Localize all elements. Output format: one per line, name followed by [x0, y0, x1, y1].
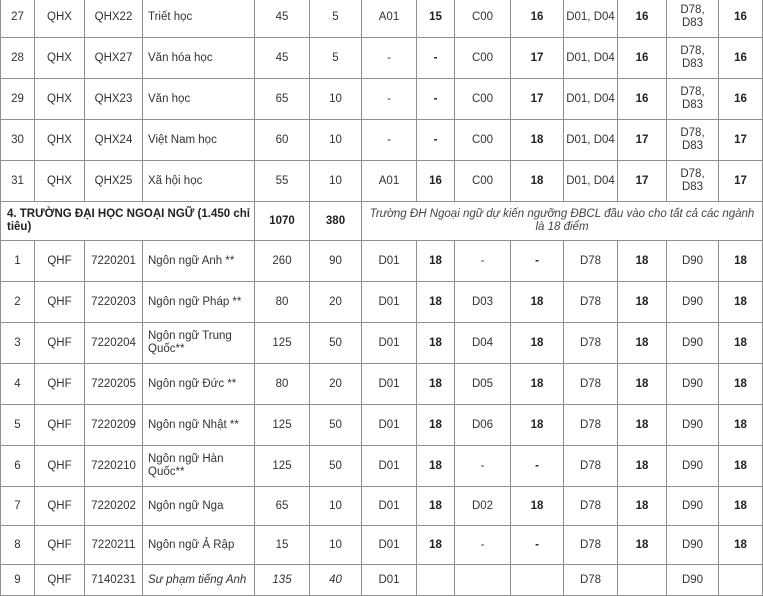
table-row: [1, 38, 763, 79]
cell-s2: 18: [511, 487, 564, 526]
cell-s2: 18: [511, 120, 564, 161]
cell-s4: 18: [719, 446, 763, 487]
cell-id: 7220201: [85, 241, 143, 282]
cell-name: Văn hóa học: [143, 38, 255, 79]
cell-s3: 18: [618, 241, 667, 282]
cell-name: Triết học: [143, 0, 255, 38]
cell-ct: 65: [255, 79, 310, 120]
cell-name: Ngôn ngữ Hàn Quốc**: [143, 446, 255, 487]
section-row: [1, 202, 763, 241]
cell-g3: D78: [564, 526, 618, 565]
cell-ct: 15: [255, 526, 310, 565]
cell-g3: D01, D04: [564, 120, 618, 161]
cell-name: Ngôn ngữ Nga: [143, 487, 255, 526]
cell-ct: 260: [255, 241, 310, 282]
cell-g1: -: [362, 120, 417, 161]
cell-ct2: 10: [310, 526, 362, 565]
cell-g3: D78: [564, 446, 618, 487]
cell-id: 7220205: [85, 364, 143, 405]
cell-ct2: 5: [310, 0, 362, 38]
cell-name: Văn học: [143, 79, 255, 120]
cell-id: 7220204: [85, 323, 143, 364]
cell-stt: 29: [1, 79, 35, 120]
cell-g3: D78: [564, 282, 618, 323]
cell-g2: -: [455, 241, 511, 282]
cell-g1: -: [362, 79, 417, 120]
cell-ct2: 50: [310, 446, 362, 487]
cell-g3: D01, D04: [564, 0, 618, 38]
cell-ct2: 20: [310, 282, 362, 323]
cell-s3: 18: [618, 526, 667, 565]
cell-g2: D03: [455, 282, 511, 323]
section-title: 4. TRƯỜNG ĐẠI HỌC NGOẠI NGỮ (1.450 chỉ tiêu): [1, 202, 255, 241]
cell-name: Ngôn ngữ Anh **: [143, 241, 255, 282]
cell-code: QHX: [35, 120, 85, 161]
cell-ct2: 10: [310, 79, 362, 120]
cell-s4: 18: [719, 323, 763, 364]
cell-s1: -: [417, 120, 455, 161]
cell-s3: 18: [618, 364, 667, 405]
cell-name: Ngôn ngữ Đức **: [143, 364, 255, 405]
cell-code: QHX: [35, 161, 85, 202]
cell-stt: 27: [1, 0, 35, 38]
table-row: [1, 120, 763, 161]
cell-g2: -: [455, 446, 511, 487]
cell-s1: 15: [417, 0, 455, 38]
cell-name: Xã hội học: [143, 161, 255, 202]
cell-g3: D01, D04: [564, 161, 618, 202]
cell-g1: D01: [362, 487, 417, 526]
table-row: [1, 161, 763, 202]
table-row: [1, 282, 763, 323]
cell-g4: D90: [667, 487, 719, 526]
cell-stt: 8: [1, 526, 35, 565]
cell-g1: D01: [362, 446, 417, 487]
cell-s4: 17: [719, 161, 763, 202]
cell-g1: D01: [362, 364, 417, 405]
table-row: [1, 565, 763, 596]
cell-s1: 16: [417, 161, 455, 202]
cell-s3: 18: [618, 487, 667, 526]
cell-g4: D78, D83: [667, 79, 719, 120]
cell-s2: 18: [511, 323, 564, 364]
cell-ct2: 10: [310, 120, 362, 161]
cell-ct: 125: [255, 323, 310, 364]
cell-s2: -: [511, 446, 564, 487]
cell-g2: [455, 565, 511, 596]
cell-ct2: 20: [310, 364, 362, 405]
cell-ct: 45: [255, 0, 310, 38]
cell-s4: 17: [719, 120, 763, 161]
cell-s3: 18: [618, 282, 667, 323]
cell-code: QHF: [35, 282, 85, 323]
cell-s3: 17: [618, 161, 667, 202]
cell-s1: 18: [417, 364, 455, 405]
cell-code: QHX: [35, 79, 85, 120]
cell-code: QHF: [35, 526, 85, 565]
cell-ct: 60: [255, 120, 310, 161]
cell-g2: D06: [455, 405, 511, 446]
cell-stt: 9: [1, 565, 35, 596]
cell-s1: -: [417, 79, 455, 120]
cell-code: QHX: [35, 38, 85, 79]
cell-s4: 16: [719, 79, 763, 120]
cell-g1: A01: [362, 161, 417, 202]
cell-ct: 125: [255, 405, 310, 446]
cell-g4: D78, D83: [667, 38, 719, 79]
cell-s4: 18: [719, 241, 763, 282]
cell-ct2: 50: [310, 323, 362, 364]
cell-id: QHX22: [85, 0, 143, 38]
cell-s1: 18: [417, 323, 455, 364]
cell-stt: 4: [1, 364, 35, 405]
cell-name: Ngôn ngữ Trung Quốc**: [143, 323, 255, 364]
cell-g3: D78: [564, 241, 618, 282]
section-quota: 1070: [255, 202, 310, 241]
cell-g3: D78: [564, 323, 618, 364]
cell-g4: D90: [667, 364, 719, 405]
cell-g2: C00: [455, 161, 511, 202]
cell-g1: D01: [362, 282, 417, 323]
cell-s2: 17: [511, 79, 564, 120]
cell-s4: 16: [719, 38, 763, 79]
cell-g4: D90: [667, 405, 719, 446]
cell-g1: D01: [362, 323, 417, 364]
cell-ct: 45: [255, 38, 310, 79]
table-row: [1, 405, 763, 446]
cell-s4: 18: [719, 364, 763, 405]
cell-code: QHF: [35, 364, 85, 405]
cell-g1: D01: [362, 405, 417, 446]
cell-name: Ngôn ngữ Nhật **: [143, 405, 255, 446]
cell-s3: [618, 565, 667, 596]
cell-g4: D78, D83: [667, 0, 719, 38]
cell-id: 7220210: [85, 446, 143, 487]
cell-s1: 18: [417, 282, 455, 323]
cell-s2: -: [511, 526, 564, 565]
cell-code: QHX: [35, 0, 85, 38]
cell-g2: C00: [455, 0, 511, 38]
cell-s3: 18: [618, 405, 667, 446]
cell-ct2: 40: [310, 565, 362, 596]
cell-id: 7140231: [85, 565, 143, 596]
cell-s2: 16: [511, 0, 564, 38]
cell-id: QHX23: [85, 79, 143, 120]
cell-ct: 65: [255, 487, 310, 526]
cell-ct2: 90: [310, 241, 362, 282]
cell-id: 7220211: [85, 526, 143, 565]
cell-s1: 18: [417, 526, 455, 565]
cell-stt: 2: [1, 282, 35, 323]
cell-g3: D78: [564, 405, 618, 446]
cell-code: QHF: [35, 446, 85, 487]
cell-g1: D01: [362, 526, 417, 565]
cell-s1: [417, 565, 455, 596]
cell-g2: D04: [455, 323, 511, 364]
cell-s1: 18: [417, 446, 455, 487]
table-body-qhx: [1, 0, 763, 202]
cell-g4: D90: [667, 446, 719, 487]
table-section-header: [1, 202, 763, 241]
cell-g1: -: [362, 38, 417, 79]
cell-code: QHF: [35, 405, 85, 446]
cell-g3: D01, D04: [564, 38, 618, 79]
cell-g4: D90: [667, 565, 719, 596]
cell-code: QHF: [35, 565, 85, 596]
cell-g4: D90: [667, 526, 719, 565]
cell-s3: 16: [618, 0, 667, 38]
cell-g3: D78: [564, 364, 618, 405]
cell-s2: 18: [511, 405, 564, 446]
cell-g3: D78: [564, 565, 618, 596]
cell-g2: D05: [455, 364, 511, 405]
cell-g4: D90: [667, 241, 719, 282]
cell-stt: 5: [1, 405, 35, 446]
cell-s4: 18: [719, 282, 763, 323]
section-quota-2: 380: [310, 202, 362, 241]
cell-g4: D90: [667, 282, 719, 323]
cell-s2: -: [511, 241, 564, 282]
cell-g2: D02: [455, 487, 511, 526]
cell-id: QHX27: [85, 38, 143, 79]
cell-id: 7220209: [85, 405, 143, 446]
cell-s2: [511, 565, 564, 596]
cell-s2: 18: [511, 364, 564, 405]
table-row: [1, 364, 763, 405]
cell-s2: 17: [511, 38, 564, 79]
cell-id: QHX24: [85, 120, 143, 161]
cell-s3: 16: [618, 38, 667, 79]
cell-s3: 17: [618, 120, 667, 161]
cell-s3: 18: [618, 323, 667, 364]
cell-stt: 3: [1, 323, 35, 364]
cell-s4: 16: [719, 0, 763, 38]
table-row: [1, 0, 763, 38]
cell-s3: 18: [618, 446, 667, 487]
cell-stt: 1: [1, 241, 35, 282]
cell-g4: D78, D83: [667, 120, 719, 161]
cell-s4: 18: [719, 405, 763, 446]
cell-code: QHF: [35, 487, 85, 526]
cell-s1: 18: [417, 405, 455, 446]
table-body-qhf: [1, 241, 763, 596]
cell-ct2: 10: [310, 161, 362, 202]
cell-g2: C00: [455, 120, 511, 161]
cell-s4: [719, 565, 763, 596]
cell-code: QHF: [35, 241, 85, 282]
cell-g1: D01: [362, 565, 417, 596]
cell-ct2: 10: [310, 487, 362, 526]
cell-s1: 18: [417, 487, 455, 526]
cell-g4: D78, D83: [667, 161, 719, 202]
cell-g2: C00: [455, 79, 511, 120]
section-note: Trường ĐH Ngoại ngữ dự kiến ngưỡng ĐBCL đầu vào cho tất cả các ngành là 18 điểm: [362, 202, 763, 241]
cell-s2: 18: [511, 161, 564, 202]
cell-stt: 7: [1, 487, 35, 526]
cell-g1: A01: [362, 0, 417, 38]
cell-name: Việt Nam học: [143, 120, 255, 161]
cell-stt: 6: [1, 446, 35, 487]
table-row: [1, 526, 763, 565]
cell-name: Ngôn ngữ Ả Rập: [143, 526, 255, 565]
cell-g3: D78: [564, 487, 618, 526]
cell-ct: 135: [255, 565, 310, 596]
table-row: [1, 446, 763, 487]
cell-code: QHF: [35, 323, 85, 364]
cell-ct2: 50: [310, 405, 362, 446]
table-row: [1, 323, 763, 364]
table-row: [1, 241, 763, 282]
cell-name: Ngôn ngữ Pháp **: [143, 282, 255, 323]
cell-s1: -: [417, 38, 455, 79]
cell-stt: 31: [1, 161, 35, 202]
cell-s4: 18: [719, 487, 763, 526]
cell-name: Sư phạm tiếng Anh: [143, 565, 255, 596]
cell-id: 7220203: [85, 282, 143, 323]
cell-g2: C00: [455, 38, 511, 79]
cell-s3: 16: [618, 79, 667, 120]
cell-ct: 55: [255, 161, 310, 202]
cell-s2: 18: [511, 282, 564, 323]
cell-g3: D01, D04: [564, 79, 618, 120]
cell-stt: 30: [1, 120, 35, 161]
cell-ct2: 5: [310, 38, 362, 79]
cell-ct: 80: [255, 364, 310, 405]
cell-g2: -: [455, 526, 511, 565]
cell-stt: 28: [1, 38, 35, 79]
cell-s4: 18: [719, 526, 763, 565]
cell-id: 7220202: [85, 487, 143, 526]
cell-g4: D90: [667, 323, 719, 364]
cell-s1: 18: [417, 241, 455, 282]
cell-id: QHX25: [85, 161, 143, 202]
table-row: [1, 79, 763, 120]
table-row: [1, 487, 763, 526]
cell-ct: 80: [255, 282, 310, 323]
cell-g1: D01: [362, 241, 417, 282]
cell-ct: 125: [255, 446, 310, 487]
